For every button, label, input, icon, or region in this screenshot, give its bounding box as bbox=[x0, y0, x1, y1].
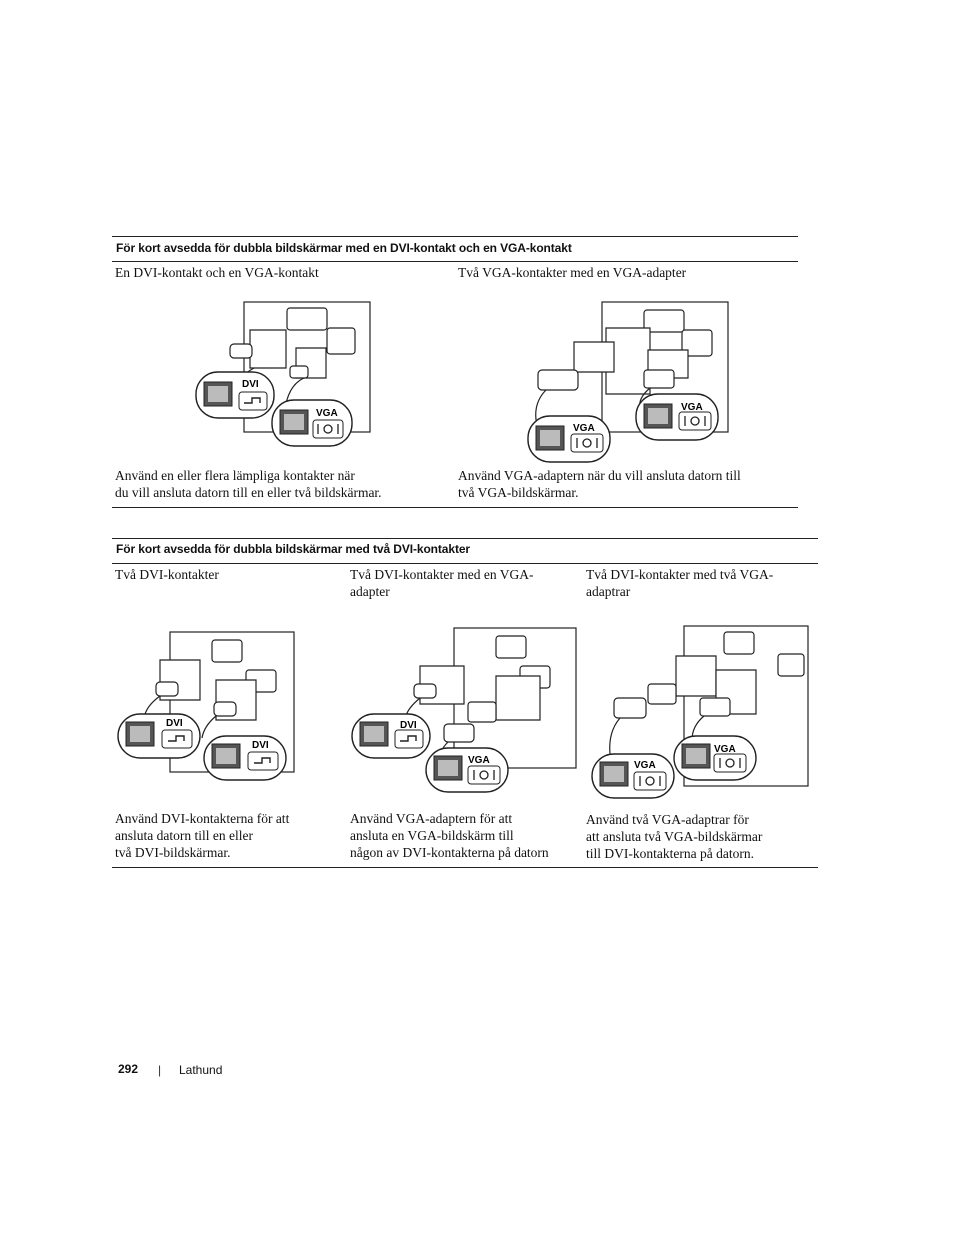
section2-col2-description: Använd VGA-adaptern för att ansluta en VGA-bildskärm till någon av DVI-kontakterna på datorn bbox=[350, 811, 549, 860]
monitor-dvi-badge-left bbox=[118, 714, 200, 758]
monitor-vga-badge-right bbox=[636, 394, 718, 440]
section1-col1-description: Använd en eller flera lämpliga kontakter när du vill ansluta datorn till en eller två bildskärmar. bbox=[115, 468, 382, 500]
label-7: DVI bbox=[400, 720, 417, 731]
monitor-dvi-badge bbox=[352, 714, 430, 758]
monitor-dvi-badge-right bbox=[204, 736, 286, 780]
label-6: DVI bbox=[252, 740, 269, 751]
section1-col2-description: Använd VGA-adaptern när du vill ansluta datorn till två VGA-bildskärmar. bbox=[458, 468, 741, 500]
label-3: VGA bbox=[573, 423, 595, 434]
illustration-two-vga-adapters bbox=[588, 624, 812, 802]
label-2: VGA bbox=[316, 408, 338, 419]
section1-col2-title: Två VGA-kontakter med en VGA-adapter bbox=[458, 265, 687, 280]
section1-header: För kort avsedda för dubbla bildskärmar med en DVI-kontakt och en VGA-kontakt bbox=[116, 241, 572, 255]
section2-col1-description: Använd DVI-kontakterna för att ansluta datorn till en eller två DVI-bildskärmar. bbox=[115, 811, 290, 860]
section2-col3-description: Använd två VGA-adaptrar för att ansluta två VGA-bildskärmar till DVI-kontakterna på datorn. bbox=[586, 812, 763, 861]
section2-top-rule bbox=[112, 538, 818, 539]
footer-title: Lathund bbox=[179, 1063, 223, 1077]
section2-header-rule bbox=[112, 563, 818, 564]
section1-col1-title: En DVI-kontakt och en VGA-kontakt bbox=[115, 265, 319, 280]
label-1: DVI bbox=[242, 379, 259, 390]
label-9: VGA bbox=[634, 760, 656, 771]
section2-col2-title: Två DVI-kontakter med en VGA- adapter bbox=[350, 567, 534, 599]
section1-header-rule bbox=[112, 261, 798, 262]
footer-separator: | bbox=[158, 1063, 162, 1077]
section2-col1-title: Två DVI-kontakter bbox=[115, 567, 219, 582]
monitor-vga-badge bbox=[426, 748, 508, 792]
section2-col3-title: Två DVI-kontakter med två VGA- adaptrar bbox=[586, 567, 774, 599]
label-4: VGA bbox=[681, 402, 703, 413]
section2-bottom-rule bbox=[112, 867, 818, 868]
monitor-vga-badge-right bbox=[674, 736, 756, 780]
section1-bottom-rule bbox=[112, 507, 798, 508]
monitor-vga-badge-left bbox=[528, 416, 610, 462]
label-8: VGA bbox=[468, 755, 490, 766]
illustration-dvi-vga bbox=[192, 300, 374, 452]
monitor-vga-badge bbox=[272, 400, 352, 446]
page-number: 292 bbox=[118, 1062, 139, 1076]
monitor-dvi-badge bbox=[196, 372, 274, 418]
section2-header: För kort avsedda för dubbla bildskärmar med två DVI-kontakter bbox=[116, 542, 470, 556]
label-5: DVI bbox=[166, 718, 183, 729]
monitor-vga-badge-left bbox=[592, 754, 674, 798]
label-10: VGA bbox=[714, 744, 736, 755]
illustration-dvi-dvi bbox=[116, 630, 298, 782]
illustration-dvi-vga-adapter bbox=[350, 626, 580, 794]
illustration-vga-vga bbox=[526, 300, 736, 464]
section1-top-rule bbox=[112, 236, 798, 237]
